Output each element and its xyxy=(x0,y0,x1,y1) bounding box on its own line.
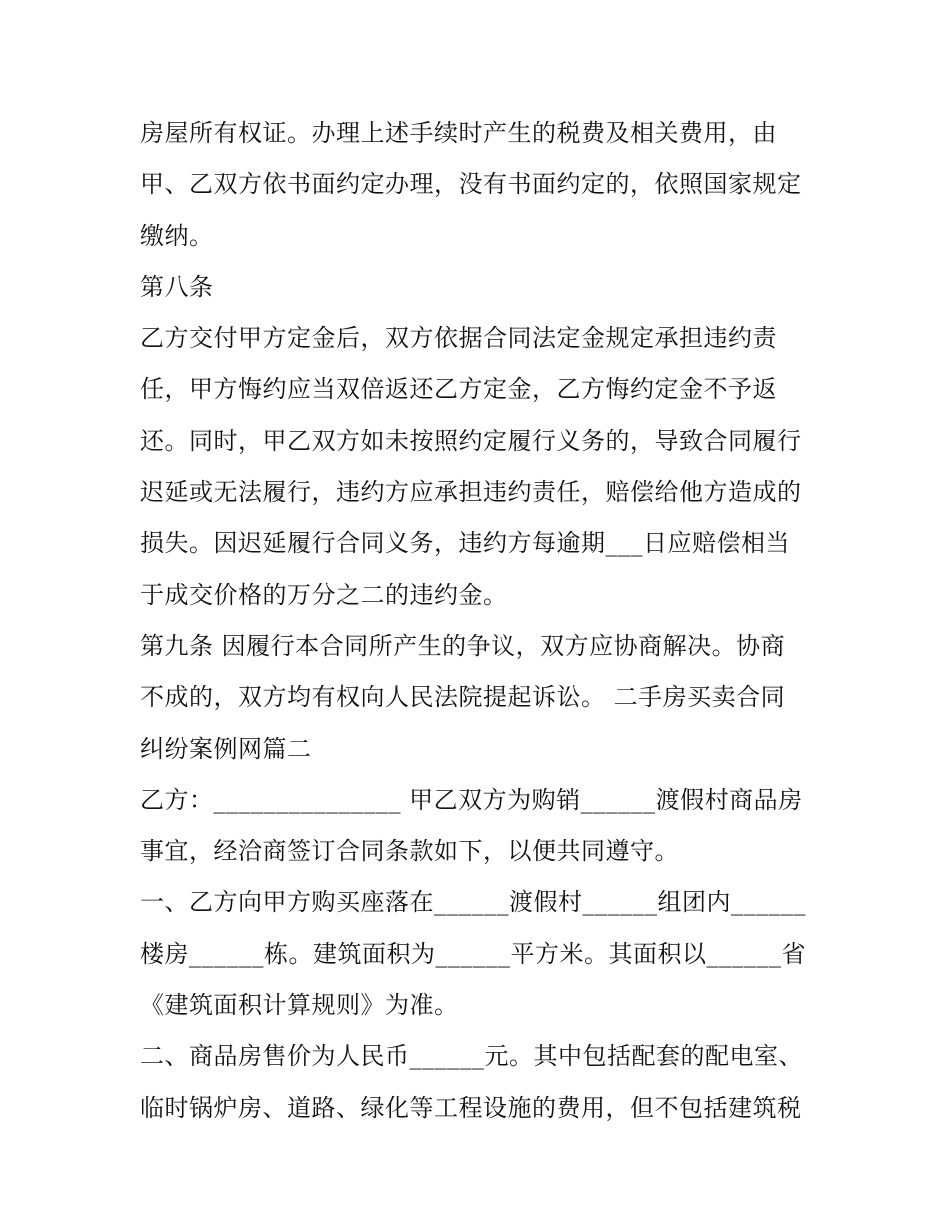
text-line: 临时锅炉房、道路、绿化等工程设施的费用，但不包括建筑税 xyxy=(140,1093,802,1122)
text-line: 乙方：_______________ 甲乙双方为购销______渡假村商品房 xyxy=(140,785,803,814)
text-line: 任，甲方悔约应当双倍返还乙方定金，乙方悔约定金不予返 xyxy=(140,375,777,404)
text-line: 于成交价格的万分之二的违约金。 xyxy=(140,580,508,609)
text-line: 不成的，双方均有权向人民法院提起诉讼。 二手房买卖合同 xyxy=(140,683,786,712)
text-line: 损失。因迟延履行合同义务，违约方每逾期___日应赔偿相当 xyxy=(140,529,790,558)
text-line: 第九条 因履行本合同所产生的争议，双方应协商解决。协商 xyxy=(140,631,786,660)
text-line: 缴纳。 xyxy=(140,221,214,250)
article-heading: 第八条 xyxy=(140,272,214,301)
text-line: 一、乙方向甲方购买座落在______渡假村______组团内______ xyxy=(140,888,806,917)
text-line: 乙方交付甲方定金后，双方依据合同法定金规定承担违约责 xyxy=(140,324,777,353)
text-line: 事宜，经洽商签订合同条款如下，以便共同遵守。 xyxy=(140,837,679,866)
text-line: 甲、乙双方依书面约定办理，没有书面约定的，依照国家规定 xyxy=(140,170,802,199)
text-line: 楼房______栋。建筑面积为______平方米。其面积以______省 xyxy=(140,939,806,968)
text-line: 还。同时，甲乙双方如未按照约定履行义务的，导致合同履行 xyxy=(140,426,802,455)
text-line: 二、商品房售价为人民币______元。其中包括配套的配电室、 xyxy=(140,1042,803,1071)
text-line: 迟延或无法履行，违约方应承担违约责任，赔偿给他方造成的 xyxy=(140,478,802,507)
text-line: 房屋所有权证。办理上述手续时产生的税费及相关费用，由 xyxy=(140,119,777,147)
text-line: 《建筑面积计算规则》为准。 xyxy=(140,991,459,1020)
text-line: 纠纷案例网篇二 xyxy=(140,734,312,763)
document-body xyxy=(140,108,830,1134)
